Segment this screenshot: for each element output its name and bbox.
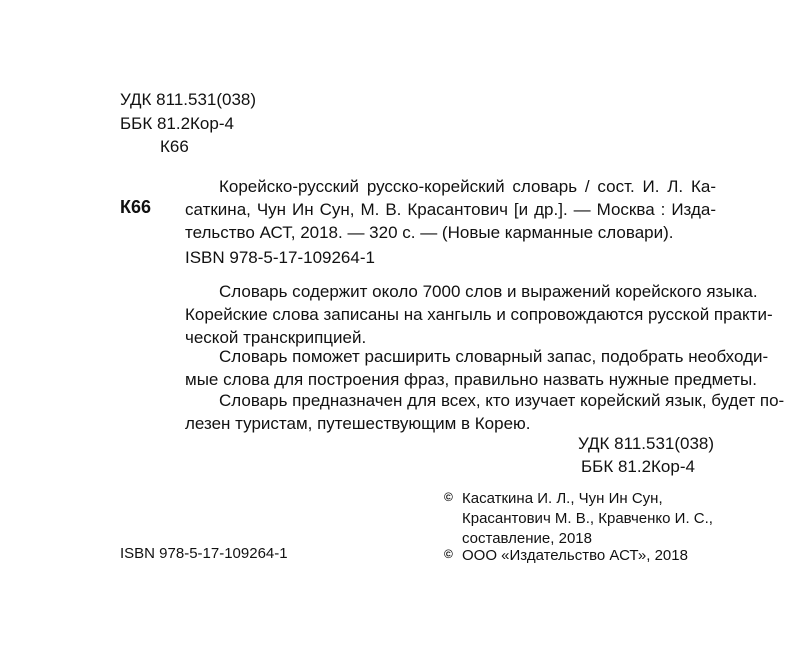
copyright-icon: ©	[444, 490, 453, 504]
copyright-compilers	[444, 487, 663, 509]
annotation-p1-line-3: ческой транскрипцией.	[185, 328, 367, 347]
isbn-footer: ISBN 978-5-17-109264-1	[120, 545, 288, 562]
author-mark-top: К66	[160, 137, 189, 156]
copyright-icon: ©	[444, 547, 453, 561]
udk-code-top: УДК 811.531(038)	[120, 90, 257, 109]
copyright-compilers-line-2: Красантович М. В., Кравченко И. С.,	[462, 510, 713, 527]
annotation-p3-line-1: Словарь предназначен для всех, кто изучает корейский язык, будет по-	[219, 391, 785, 410]
copyright-publisher-text: ООО «Издательство АСТ», 2018	[462, 547, 688, 564]
annotation-p1-line-1: Словарь содержит около 7000 слов и выражений корейского языка.	[219, 282, 758, 301]
bbk-code-top: ББК 81.2Кор-4	[120, 114, 234, 133]
author-mark-entry: К66	[120, 197, 152, 217]
copyright-publisher	[444, 544, 688, 566]
bibliographic-line-3: тельство АСТ, 2018. — 320 с. — (Новые карманные словари).	[185, 223, 674, 242]
bibliographic-line-2: саткина, Чун Ин Сун, М. В. Красантович [и др.]. — Москва : Изда-	[185, 200, 716, 219]
copyright-compilers-line-1: Касаткина И. Л., Чун Ин Сун,	[462, 490, 663, 507]
annotation-p2-line-1: Словарь поможет расширить словарный запас, подобрать необходи-	[219, 347, 769, 366]
udk-code-right: УДК 811.531(038)	[578, 434, 715, 453]
annotation-p3-line-2: лезен туристам, путешествующим в Корею.	[185, 414, 531, 433]
bbk-code-right: ББК 81.2Кор-4	[581, 457, 695, 476]
isbn-entry: ISBN 978-5-17-109264-1	[185, 248, 375, 267]
copyright-compilers-line-3: составление, 2018	[462, 530, 592, 547]
bibliographic-line-1: Корейско-русский русско-корейский словарь / сост. И. Л. Ка-	[219, 177, 716, 196]
annotation-p1-line-2: Корейские слова записаны на хангыль и сопровождаются русской практи-	[185, 305, 773, 324]
annotation-p2-line-2: мые слова для построения фраз, правильно назвать нужные предметы.	[185, 370, 757, 389]
